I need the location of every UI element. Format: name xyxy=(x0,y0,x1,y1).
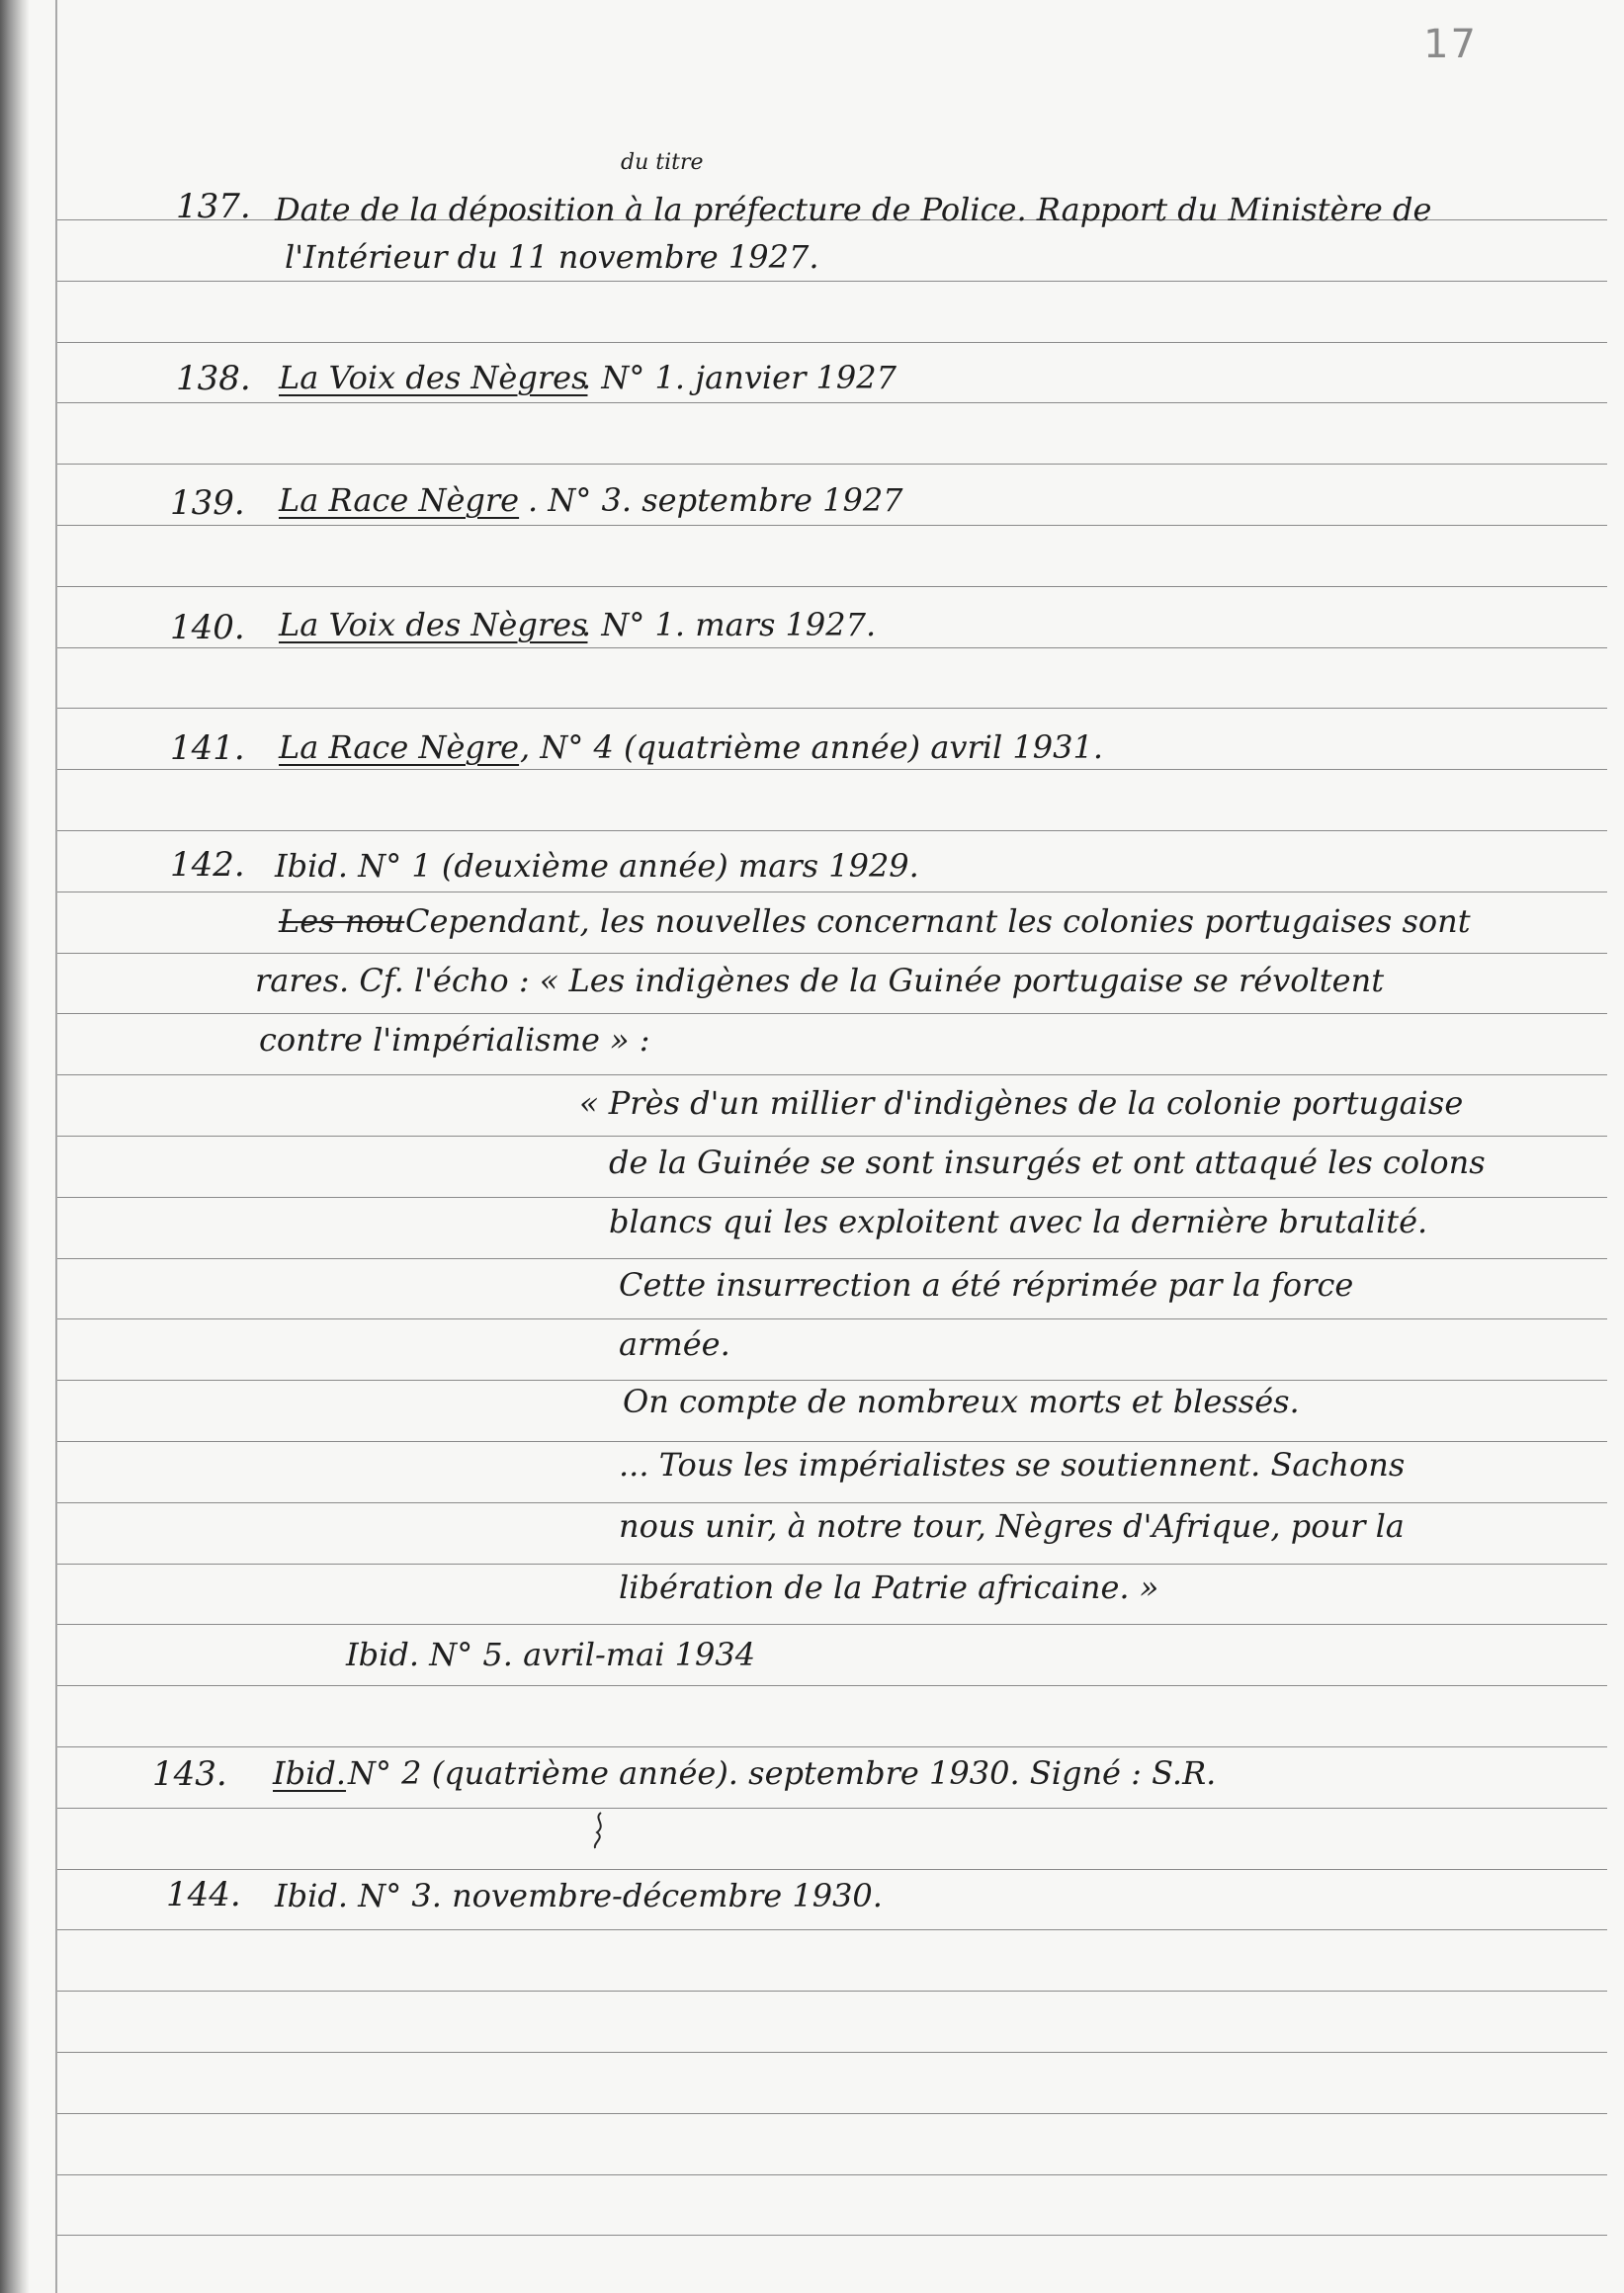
ruled-line xyxy=(57,2052,1607,2053)
entry-144-number: 144. xyxy=(166,1875,241,1914)
ruled-line xyxy=(57,1318,1607,1319)
ruled-line xyxy=(57,1991,1607,1992)
entry-137-insert: du titre xyxy=(621,150,704,175)
ruled-line xyxy=(57,1197,1607,1198)
struck-text: Les nou xyxy=(279,902,405,940)
ruled-line xyxy=(57,1869,1607,1870)
entry-141-title: La Race Nègre xyxy=(279,728,520,766)
ruled-line xyxy=(57,1013,1607,1014)
margin-line xyxy=(55,0,57,2293)
entry-143-rest: N° 2 (quatrième année). septembre 1930. Signé : S.R. xyxy=(348,1754,1217,1792)
brace-mark xyxy=(579,1811,619,1850)
ruled-line xyxy=(57,708,1607,709)
ruled-line xyxy=(57,1746,1607,1747)
ruled-line xyxy=(57,953,1607,954)
entry-140-rest: . N° 1. mars 1927. xyxy=(581,606,877,643)
quote-line-6: On compte de nombreux morts et blessés. xyxy=(623,1383,1300,1420)
page-number: 17 xyxy=(1423,22,1478,67)
ruled-line xyxy=(57,1624,1607,1625)
entry-141-rest: , N° 4 (quatrième année) avril 1931. xyxy=(520,728,1104,766)
ruled-line xyxy=(57,342,1607,343)
entry-137-number: 137. xyxy=(176,187,251,226)
quote-line-9: libération de la Patrie africaine. » xyxy=(619,1569,1159,1606)
ruled-line xyxy=(57,525,1607,526)
ruled-line xyxy=(57,1808,1607,1809)
paragraph-line1: Cependant, les nouvelles concernant les colonies portugaises sont xyxy=(405,902,1471,940)
ruled-line xyxy=(57,1258,1607,1259)
ruled-line xyxy=(57,1441,1607,1442)
entry-143-number: 143. xyxy=(152,1754,227,1794)
quote-line-2: de la Guinée se sont insurgés et ont attaqué les colons xyxy=(609,1144,1486,1181)
ruled-line xyxy=(57,769,1607,770)
ruled-line xyxy=(57,464,1607,465)
quote-line-4: Cette insurrection a été réprimée par la force xyxy=(619,1266,1354,1304)
entry-142-text: Ibid. N° 1 (deuxième année) mars 1929. xyxy=(275,847,919,885)
entry-138-rest: . N° 1. janvier 1927 xyxy=(581,359,897,396)
paragraph-line3: contre l'impérialisme » : xyxy=(259,1021,650,1059)
binding-shadow xyxy=(0,0,30,2293)
entry-141-number: 141. xyxy=(170,728,245,768)
ruled-line xyxy=(57,1929,1607,1930)
ruled-line xyxy=(57,402,1607,403)
ruled-line xyxy=(57,1502,1607,1503)
ruled-line xyxy=(57,1136,1607,1137)
entry-137-line2: l'Intérieur du 11 novembre 1927. xyxy=(285,238,819,276)
ruled-line xyxy=(57,586,1607,587)
entry-138-title: La Voix des Nègres xyxy=(279,359,588,396)
ruled-line xyxy=(57,2174,1607,2175)
ruled-line xyxy=(57,2113,1607,2114)
ruled-line xyxy=(57,1074,1607,1075)
entry-142-number: 142. xyxy=(170,845,245,885)
ruled-line xyxy=(57,2235,1607,2236)
paragraph-line2: rares. Cf. l'écho : « Les indigènes de la Guinée portugaise se révoltent xyxy=(255,962,1385,999)
entry-139-number: 139. xyxy=(170,483,245,523)
ruled-line xyxy=(57,1685,1607,1686)
entry-139-title: La Race Nègre xyxy=(279,481,520,519)
entry-143-ibid: Ibid. xyxy=(273,1754,347,1792)
ruled-line xyxy=(57,281,1607,282)
entry-137-line1: Date de la déposition xyxy=(275,191,616,228)
entry-137-line1b: à la préfecture de Police. Rapport du Ministère de xyxy=(625,191,1432,228)
ruled-line xyxy=(57,1380,1607,1381)
entry-140-number: 140. xyxy=(170,608,245,647)
ibid-no5: Ibid. N° 5. avril-mai 1934 xyxy=(346,1636,756,1673)
entry-144-text: Ibid. N° 3. novembre-décembre 1930. xyxy=(275,1877,883,1914)
quote-line-1: « Près d'un millier d'indigènes de la colonie portugaise xyxy=(579,1084,1464,1122)
entry-139-rest: . N° 3. septembre 1927 xyxy=(528,481,903,519)
ruled-line xyxy=(57,830,1607,831)
entry-140-title: La Voix des Nègres xyxy=(279,606,588,643)
quote-line-8: nous unir, à notre tour, Nègres d'Afrique, pour la xyxy=(619,1507,1405,1545)
quote-line-5: armée. xyxy=(619,1325,730,1363)
quote-line-3: blancs qui les exploitent avec la dernière brutalité. xyxy=(609,1203,1428,1240)
ruled-line xyxy=(57,1564,1607,1565)
entry-138-number: 138. xyxy=(176,359,251,398)
quote-line-7: ... Tous les impérialistes se soutiennent. Sachons xyxy=(619,1446,1406,1484)
ruled-line xyxy=(57,647,1607,648)
